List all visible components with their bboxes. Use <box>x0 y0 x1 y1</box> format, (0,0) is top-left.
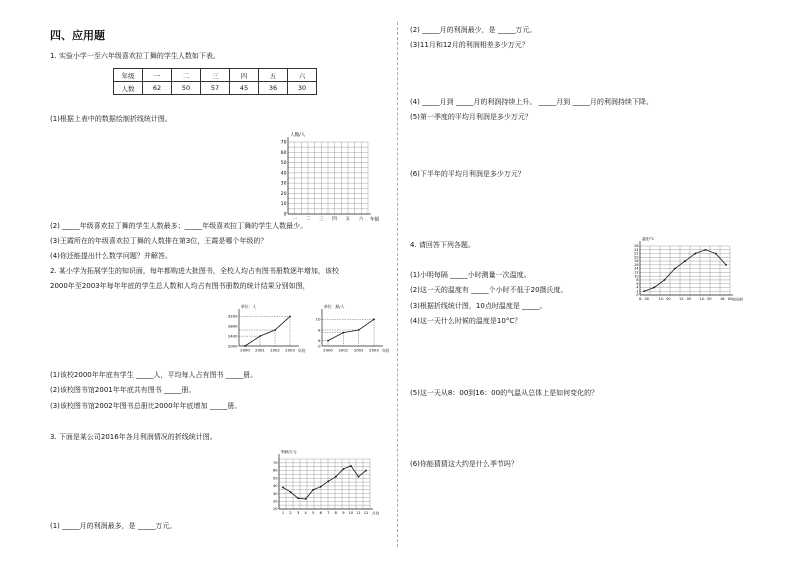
x-tick-label: 2001 <box>338 347 349 353</box>
q1-intro: 1. 实验小学一至六年级喜欢拉丁舞的学生人数如下表。 <box>50 52 220 60</box>
x-tick-label: 12 <box>363 511 369 516</box>
y-tick-label: 14 <box>634 266 639 271</box>
y-tick-label: 4 <box>636 285 639 290</box>
q1-sub2: (2) _____年级喜欢拉丁舞的学生人数最多；_____年级喜欢拉丁舞的学生人数最少。 <box>50 222 308 230</box>
x-tick-label: 一 <box>292 217 298 223</box>
q2-sub1: (1)该校2000年年底有学生 _____人，平均每人占有图书 _____册。 <box>50 371 258 379</box>
q2-sub3: (3)该校图书馆2002年图书总册比2000年年底增加 _____册。 <box>50 402 242 410</box>
y-tick-label: 70 <box>272 461 278 466</box>
q3-sub1: (1) _____月的利润最多，是 _____万元。 <box>50 522 177 530</box>
q4-sub3: (3)根据折线统计图，10点时温度是 _____。 <box>410 302 547 310</box>
x-axis-label: 年级 <box>370 217 380 223</box>
x-tick-label: 9 <box>342 511 345 516</box>
x-tick-label: 12：00 <box>678 296 692 301</box>
data-point <box>290 491 292 493</box>
data-point <box>342 468 344 470</box>
y-tick-label: 26 <box>634 244 639 249</box>
x-tick-label: 1 <box>281 511 285 516</box>
data-point <box>653 287 655 289</box>
y-tick-label: 50 <box>272 476 278 481</box>
grade-table <box>113 68 317 95</box>
q3-sub2: (2) _____月的利润最少，是 _____万元。 <box>410 26 537 34</box>
data-point <box>664 279 666 281</box>
table-cell: 五 <box>259 69 288 82</box>
data-point <box>684 260 686 262</box>
data-point <box>305 498 307 500</box>
x-axis-label: 年份 <box>382 347 390 353</box>
x-tick-label: 2001 <box>255 347 265 353</box>
q4-sub4: (4)这一天什么时候的温度是10°C？ <box>410 317 522 325</box>
y-tick-label: 0 <box>636 293 639 298</box>
x-axis-label: 时间/时 <box>732 297 744 302</box>
series-line <box>644 250 726 291</box>
q3-sub4: (4) _____月到 _____月的利润持续上升。 _____月到 _____月的利润持续下降。 <box>410 98 653 106</box>
data-point <box>358 476 360 478</box>
data-point <box>350 465 352 467</box>
data-point <box>312 489 314 491</box>
q4-sub1: (1)小明每隔 _____小时测量一次温度。 <box>410 271 531 279</box>
x-tick-label: 4 <box>304 511 307 516</box>
table-header-cell: 年级 <box>114 69 143 82</box>
chart-books-per-student <box>308 302 390 360</box>
y-tick-label: 16 <box>634 262 639 267</box>
x-tick-label: 10 <box>348 511 354 516</box>
y-tick-label: 18 <box>634 259 639 264</box>
chart-latin-dance-grid <box>268 128 380 224</box>
y-tick-label: 2400 <box>227 333 238 339</box>
table-row <box>114 82 317 95</box>
y-tick-label: 40 <box>280 171 287 177</box>
q1-sub4: (4)你还能提出什么数学问题？并解答。 <box>50 252 172 260</box>
y-tick-label: 60 <box>280 150 287 156</box>
x-tick-label: 2000 <box>323 347 333 353</box>
y-tick-label: 12 <box>634 270 639 275</box>
table-cell: 50 <box>172 82 201 95</box>
chart-temperature <box>626 237 744 304</box>
y-tick-label: 0 <box>283 212 287 218</box>
table-cell: 36 <box>259 82 288 95</box>
x-tick-label: 二 <box>305 217 311 223</box>
y-tick-label: 20 <box>634 255 639 260</box>
x-tick-label: 三 <box>319 217 324 223</box>
x-tick-label: 2002 <box>270 347 280 353</box>
x-tick-label: 6 <box>319 511 322 516</box>
table-cell: 六 <box>288 69 317 82</box>
y-axis-label: 利润/万元 <box>281 450 297 454</box>
x-tick-label: 14：00 <box>699 296 712 301</box>
y-tick-label: 10 <box>280 202 287 208</box>
x-tick-label: 2002 <box>353 347 364 353</box>
y-tick-label: 6 <box>318 337 321 343</box>
data-point <box>327 480 329 482</box>
q2-sub2: (2)该校图书馆2001年年底共有图书 _____册。 <box>50 386 196 394</box>
data-point <box>725 264 727 266</box>
chart-monthly-profit <box>266 449 382 521</box>
y-tick-label: 6 <box>636 281 639 286</box>
x-tick-label: 2003 <box>285 347 295 353</box>
y-tick-label: 20 <box>280 191 287 197</box>
y-axis-label: 单位：册/人 <box>324 304 345 309</box>
x-tick-label: 11 <box>356 511 361 516</box>
q4-sub2: (2)这一天的温度有 _____个小时不低于20摄氏度。 <box>410 286 568 294</box>
data-point <box>674 268 676 270</box>
table-cell: 30 <box>288 82 317 95</box>
x-tick-label: 10：00 <box>658 296 671 301</box>
y-tick-label: 10 <box>634 274 639 279</box>
y-tick-label: 2000 <box>227 343 238 349</box>
y-tick-label: 60 <box>272 468 278 473</box>
x-tick-label: 16：00 <box>719 296 733 301</box>
series-line <box>283 466 366 499</box>
data-point <box>715 253 717 255</box>
x-axis-label: 年份 <box>298 347 306 353</box>
data-point <box>365 470 367 472</box>
y-axis-label: 人数/人 <box>290 133 306 138</box>
q1-sub3: (3)王霞所在的年级喜欢拉丁舞的人数排在第3位，王霞是哪个年级的？ <box>50 237 268 245</box>
data-point <box>335 476 337 478</box>
q2-intro-line1: 2. 某小学为拓展学生的知识面，每年都购进大批图书，全校人均占有图书册数逐年增加，该校 <box>50 267 339 275</box>
series-line <box>245 316 290 346</box>
data-point <box>282 487 284 489</box>
y-axis-label: 单位：人 <box>241 304 257 309</box>
y-tick-label: 3200 <box>227 313 238 319</box>
table-cell: 四 <box>230 69 259 82</box>
x-tick-label: 7 <box>327 511 330 516</box>
x-tick-label: 5 <box>312 511 315 516</box>
x-tick-label: 四 <box>332 217 337 223</box>
data-point <box>694 253 696 255</box>
x-tick-label: 六 <box>358 217 364 223</box>
q3-sub5: (5)第一季度的平均月利润是多少万元？ <box>410 113 532 121</box>
y-tick-label: 10 <box>315 316 321 322</box>
q3-sub3: (3)11月和12月的利润相差多少万元？ <box>410 41 529 49</box>
x-tick-label: 2003 <box>369 347 379 353</box>
table-cell: 三 <box>201 69 230 82</box>
y-tick-label: 2800 <box>227 323 238 329</box>
q3-sub6: (6)下半年的平均月利润是多少万元？ <box>410 170 525 178</box>
data-point <box>705 249 707 251</box>
table-cell: 57 <box>201 82 230 95</box>
column-divider <box>397 22 398 547</box>
y-tick-label: 10 <box>272 507 278 512</box>
y-tick-label: 50 <box>280 161 287 167</box>
data-point <box>297 497 299 499</box>
x-tick-label: 2000 <box>240 347 250 353</box>
y-tick-label: 2 <box>636 289 639 294</box>
x-axis-label: 月份 <box>372 511 380 516</box>
table-cell: 一 <box>143 69 172 82</box>
y-tick-label: 22 <box>634 251 639 256</box>
q4-sub5: (5)这一天从8：00到16：00的气温从总体上是如何变化的？ <box>410 389 599 397</box>
table-header-cell: 人数 <box>114 82 143 95</box>
chart-student-count <box>222 302 306 360</box>
y-axis-label: 温度/°C <box>642 237 654 241</box>
table-cell: 二 <box>172 69 201 82</box>
x-tick-label: 五 <box>345 217 351 223</box>
data-point <box>643 290 645 292</box>
table-row <box>114 69 317 82</box>
y-tick-label: 0 <box>318 343 321 349</box>
x-tick-label: 3 <box>296 511 300 516</box>
y-tick-label: 40 <box>272 484 278 489</box>
q3-intro: 3. 下面是某公司2016年各月利润情况的折线统计图。 <box>50 433 217 441</box>
x-tick-label: 2 <box>289 511 292 516</box>
q1-sub1: (1)根据上表中的数据绘制折线统计图。 <box>50 115 172 123</box>
x-tick-label: 8 <box>334 511 337 516</box>
section-title: 四、应用题 <box>50 29 105 42</box>
q4-sub6: (6)你能猜猜这大约是什么季节吗？ <box>410 460 518 468</box>
x-tick-label: 8：00 <box>639 296 649 301</box>
table-cell: 62 <box>143 82 172 95</box>
q4-intro: 4. 请回答下列各题。 <box>410 241 475 249</box>
table-cell: 45 <box>230 82 259 95</box>
data-point <box>320 486 322 488</box>
y-tick-label: 30 <box>280 181 287 187</box>
q2-intro-line2: 2000年至2003年每年年底的学生总人数和人均占有图书册数的统计结果分别如图， <box>50 282 310 290</box>
y-tick-label: 20 <box>272 499 278 504</box>
y-tick-label: 70 <box>280 140 287 146</box>
y-tick-label: 24 <box>634 247 639 252</box>
y-tick-label: 30 <box>272 491 278 496</box>
y-tick-label: 8 <box>318 327 321 333</box>
y-tick-label: 8 <box>636 278 639 283</box>
